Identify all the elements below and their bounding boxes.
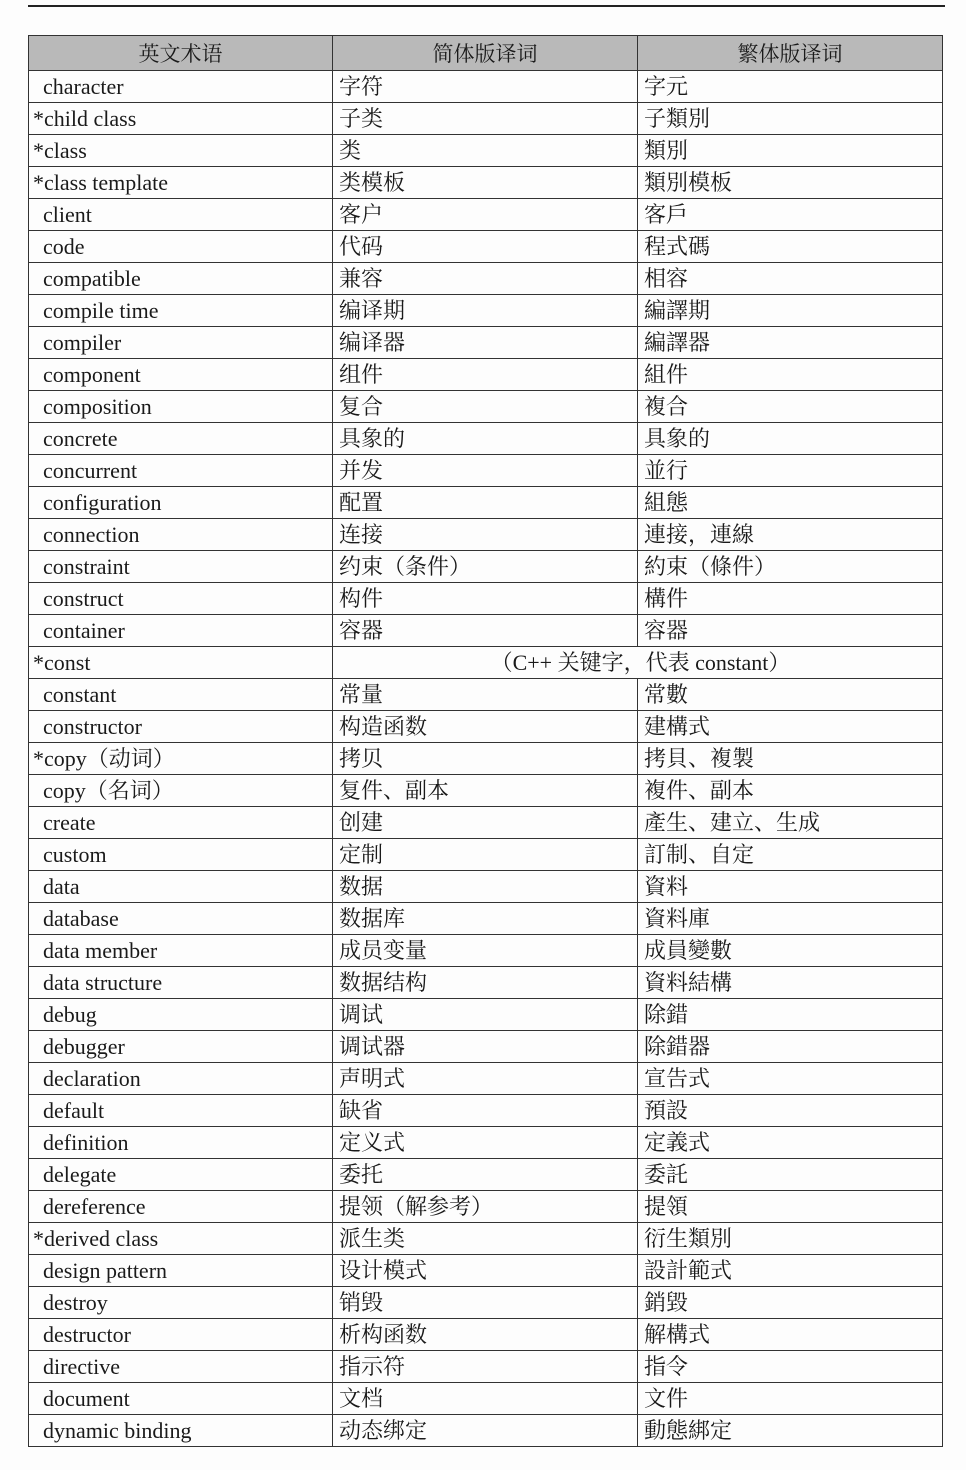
simplified-translation-cell: 连接 [333,519,638,551]
table-row [29,1031,943,1063]
simplified-translation-cell: 复合 [333,391,638,423]
english-term-cell: copy（名词） [29,775,333,807]
simplified-translation-cell: 兼容 [333,263,638,295]
header-simplified-translation: 简体版译词 [333,36,638,71]
table-row [29,583,943,615]
english-term-cell: component [29,359,333,391]
table-row [29,999,943,1031]
traditional-translation-cell: 資料結構 [638,967,943,999]
glossary-body [29,71,943,1447]
simplified-translation-cell: 编译器 [333,327,638,359]
traditional-translation-cell: 預設 [638,1095,943,1127]
traditional-translation-cell: 複件、副本 [638,775,943,807]
glossary-table [28,35,943,1447]
table-row [29,1415,943,1447]
table-row [29,1383,943,1415]
table-row [29,1159,943,1191]
english-term-cell: composition [29,391,333,423]
english-term-cell: dynamic binding [29,1415,333,1447]
traditional-translation-cell: 編譯期 [638,295,943,327]
table-row [29,935,943,967]
table-row [29,231,943,263]
simplified-translation-cell: 设计模式 [333,1255,638,1287]
table-row [29,487,943,519]
english-term-cell: client [29,199,333,231]
traditional-translation-cell: 建構式 [638,711,943,743]
simplified-translation-cell: 具象的 [333,423,638,455]
table-row [29,1351,943,1383]
english-term-cell: constructor [29,711,333,743]
simplified-translation-cell: 配置 [333,487,638,519]
simplified-translation-cell: 构件 [333,583,638,615]
header-english-term: 英文术语 [29,36,333,71]
table-row [29,1095,943,1127]
traditional-translation-cell: 複合 [638,391,943,423]
english-term-cell: compile time [29,295,333,327]
simplified-translation-cell: 指示符 [333,1351,638,1383]
simplified-translation-cell: 数据结构 [333,967,638,999]
simplified-translation-cell: 常量 [333,679,638,711]
page-top-rule [28,5,945,7]
simplified-translation-cell: 组件 [333,359,638,391]
traditional-translation-cell: 除錯 [638,999,943,1031]
english-term-cell: declaration [29,1063,333,1095]
table-row [29,135,943,167]
table-row [29,711,943,743]
table-row [29,391,943,423]
simplified-translation-cell: 成员变量 [333,935,638,967]
simplified-translation-cell: 调试器 [333,1031,638,1063]
traditional-translation-cell: 拷貝、複製 [638,743,943,775]
traditional-translation-cell: 宣告式 [638,1063,943,1095]
traditional-translation-cell: 委託 [638,1159,943,1191]
traditional-translation-cell: 組態 [638,487,943,519]
simplified-translation-cell: 构造函数 [333,711,638,743]
english-term-cell: compatible [29,263,333,295]
traditional-translation-cell: 程式碼 [638,231,943,263]
merged-note-cell: （C++ 关键字，代表 constant） [333,647,943,679]
simplified-translation-cell: 客户 [333,199,638,231]
simplified-translation-cell: 定制 [333,839,638,871]
simplified-translation-cell: 并发 [333,455,638,487]
traditional-translation-cell: 類別 [638,135,943,167]
traditional-translation-cell: 指令 [638,1351,943,1383]
simplified-translation-cell: 数据 [333,871,638,903]
table-row [29,519,943,551]
english-term-cell: construct [29,583,333,615]
table-row [29,615,943,647]
table-row [29,103,943,135]
english-term-cell: document [29,1383,333,1415]
english-term-cell: code [29,231,333,263]
table-row [29,871,943,903]
table-row [29,359,943,391]
traditional-translation-cell: 組件 [638,359,943,391]
traditional-translation-cell: 約束（條件） [638,551,943,583]
english-term-cell: directive [29,1351,333,1383]
simplified-translation-cell: 调试 [333,999,638,1031]
table-row [29,1255,943,1287]
traditional-translation-cell: 提領 [638,1191,943,1223]
english-term-cell: database [29,903,333,935]
table-row [29,71,943,103]
english-term-cell: *const [29,647,333,679]
simplified-translation-cell: 子类 [333,103,638,135]
english-term-cell: design pattern [29,1255,333,1287]
table-row [29,327,943,359]
traditional-translation-cell: 類別模板 [638,167,943,199]
traditional-translation-cell: 並行 [638,455,943,487]
traditional-translation-cell: 子類別 [638,103,943,135]
traditional-translation-cell: 連接，連線 [638,519,943,551]
simplified-translation-cell: 类模板 [333,167,638,199]
traditional-translation-cell: 解構式 [638,1319,943,1351]
traditional-translation-cell: 容器 [638,615,943,647]
english-term-cell: debug [29,999,333,1031]
english-term-cell: dereference [29,1191,333,1223]
table-row [29,551,943,583]
traditional-translation-cell: 除錯器 [638,1031,943,1063]
english-term-cell: *child class [29,103,333,135]
traditional-translation-cell: 動態綁定 [638,1415,943,1447]
table-row [29,903,943,935]
traditional-translation-cell: 文件 [638,1383,943,1415]
table-row [29,1319,943,1351]
traditional-translation-cell: 相容 [638,263,943,295]
simplified-translation-cell: 文档 [333,1383,638,1415]
simplified-translation-cell: 析构函数 [333,1319,638,1351]
english-term-cell: connection [29,519,333,551]
simplified-translation-cell: 声明式 [333,1063,638,1095]
simplified-translation-cell: 创建 [333,807,638,839]
header-traditional-translation: 繁体版译词 [638,36,943,71]
english-term-cell: data structure [29,967,333,999]
english-term-cell: definition [29,1127,333,1159]
simplified-translation-cell: 提领（解参考） [333,1191,638,1223]
traditional-translation-cell: 成員變數 [638,935,943,967]
traditional-translation-cell: 產生、建立、生成 [638,807,943,839]
traditional-translation-cell: 常數 [638,679,943,711]
simplified-translation-cell: 缺省 [333,1095,638,1127]
table-row [29,807,943,839]
table-row [29,167,943,199]
traditional-translation-cell: 設計範式 [638,1255,943,1287]
simplified-translation-cell: 派生类 [333,1223,638,1255]
english-term-cell: character [29,71,333,103]
english-term-cell: *derived class [29,1223,333,1255]
traditional-translation-cell: 定義式 [638,1127,943,1159]
table-row [29,967,943,999]
table-row [29,679,943,711]
english-term-cell: configuration [29,487,333,519]
table-row [29,1191,943,1223]
english-term-cell: constraint [29,551,333,583]
english-term-cell: compiler [29,327,333,359]
simplified-translation-cell: 销毁 [333,1287,638,1319]
english-term-cell: custom [29,839,333,871]
table-row [29,1287,943,1319]
english-term-cell: concrete [29,423,333,455]
english-term-cell: data member [29,935,333,967]
simplified-translation-cell: 拷贝 [333,743,638,775]
english-term-cell: destructor [29,1319,333,1351]
table-row [29,1223,943,1255]
simplified-translation-cell: 代码 [333,231,638,263]
table-row [29,455,943,487]
english-term-cell: delegate [29,1159,333,1191]
simplified-translation-cell: 动态绑定 [333,1415,638,1447]
english-term-cell: concurrent [29,455,333,487]
traditional-translation-cell: 銷毀 [638,1287,943,1319]
table-row [29,199,943,231]
traditional-translation-cell: 資料 [638,871,943,903]
traditional-translation-cell: 客戶 [638,199,943,231]
traditional-translation-cell: 訂制、自定 [638,839,943,871]
english-term-cell: create [29,807,333,839]
traditional-translation-cell: 資料庫 [638,903,943,935]
simplified-translation-cell: 约束（条件） [333,551,638,583]
traditional-translation-cell: 字元 [638,71,943,103]
traditional-translation-cell: 具象的 [638,423,943,455]
table-row [29,743,943,775]
simplified-translation-cell: 容器 [333,615,638,647]
simplified-translation-cell: 定义式 [333,1127,638,1159]
english-term-cell: constant [29,679,333,711]
header-row [29,36,943,71]
table-row [29,295,943,327]
table-row [29,423,943,455]
english-term-cell: debugger [29,1031,333,1063]
simplified-translation-cell: 委托 [333,1159,638,1191]
simplified-translation-cell: 类 [333,135,638,167]
table-row [29,263,943,295]
english-term-cell: data [29,871,333,903]
table-row [29,839,943,871]
english-term-cell: destroy [29,1287,333,1319]
table-row [29,1127,943,1159]
table-row [29,775,943,807]
traditional-translation-cell: 衍生類別 [638,1223,943,1255]
table-row [29,1063,943,1095]
english-term-cell: default [29,1095,333,1127]
simplified-translation-cell: 字符 [333,71,638,103]
english-term-cell: *copy（动词） [29,743,333,775]
english-term-cell: *class [29,135,333,167]
simplified-translation-cell: 编译期 [333,295,638,327]
simplified-translation-cell: 复件、副本 [333,775,638,807]
traditional-translation-cell: 構件 [638,583,943,615]
english-term-cell: container [29,615,333,647]
english-term-cell: *class template [29,167,333,199]
traditional-translation-cell: 編譯器 [638,327,943,359]
table-row [29,647,943,679]
simplified-translation-cell: 数据库 [333,903,638,935]
